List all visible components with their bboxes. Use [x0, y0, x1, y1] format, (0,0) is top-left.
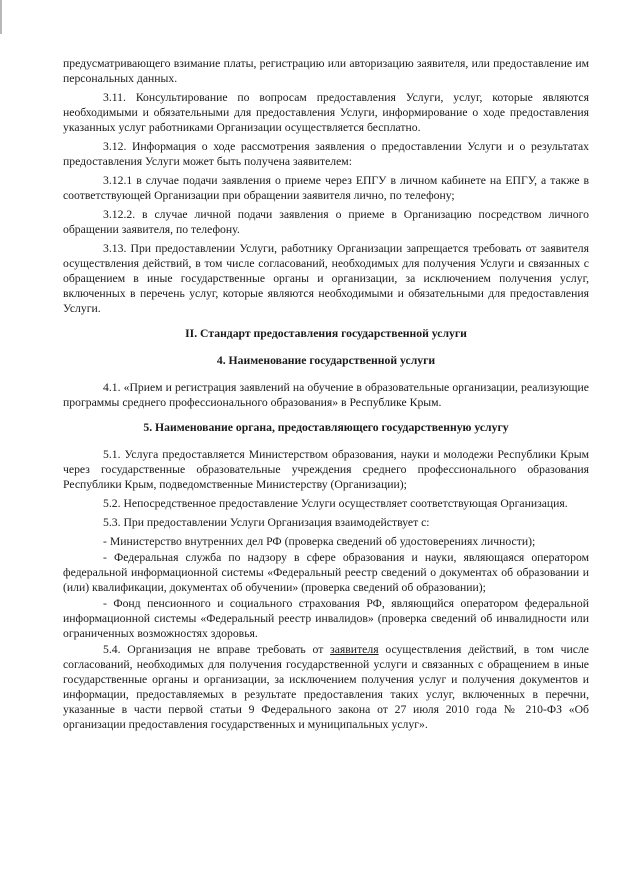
paragraph-3-12-2: 3.12.2. в случае личной подачи заявления о приеме в Организацию посредством личного обращении заявителя, по телефону. [63, 208, 589, 236]
page-edge-mark [0, 0, 2, 34]
paragraph-5-3: 5.3. При предоставлении Услуги Организация взаимодействует с: [103, 516, 430, 529]
paragraph-3-11: 3.11. Консультирование по вопросам предоставления Услуги, услуг, которые являются необходимыми и обязательными для предоставления Услуги, информирование о ходе предоставления указанных услуг работниками Организации осуществляется бесплатно. [63, 91, 589, 134]
list-item-rosobrnadzor: - Федеральная служба по надзору в сфере образования и науки, являющаяся оператором федеральной информационной системы «Федеральный реестр сведений о документах об образовании и (или) квалификации, документах об обучении» (проверка сведений об образовании); [63, 551, 589, 594]
paragraph-5-4-start: 5.4. Организация не вправе требовать от [103, 643, 331, 656]
paragraph-5-2: 5.2. Непосредственное предоставление Услуги осуществляет соответствующая Организация. [103, 497, 568, 510]
paragraph-4-1: 4.1. «Прием и регистрация заявлений на обучение в образовательные организации, реализующие программы среднего профессионального образования» в Республике Крым. [63, 381, 589, 409]
paragraph-continuation: предусматривающего взимание платы, регистрацию или авторизацию заявителя, или предоставление им персональных данных. [63, 57, 589, 85]
paragraph-5-4-end: осуществления действий, в том числе согласований, необходимых для получения государственной услуги и связанных с обращением в иные государственные органы и организации, за исключением получения услуг и получения документов и информации, предоставляемых в результате предоставления таких услуг, включенных в перечни, указанные в части первой статьи 9 Федерального закона от 27 июля 2010 года № 210-ФЗ «Об организации предоставления государственных и муниципальных услуг». [63, 643, 589, 731]
paragraph-3-12-1: 3.12.1 в случае подачи заявления о приеме через ЕПГУ в личном кабинете на ЕПГУ, а также в соответствующей Организации при обращении заявителя лично, по телефону; [63, 174, 589, 202]
underlined-word: заявителя [330, 643, 379, 656]
paragraph-3-13: 3.13. При предоставлении Услуги, работнику Организации запрещается требовать от заявителя осуществления действий, в том числе согласований, необходимых для получения Услуги и связанных с обращением в иные государственные органы и организации, за исключением получения услуг, включенных в перечень услуг, которые являются необходимыми и обязательными для предоставления Услуги. [63, 242, 589, 315]
list-item-mvd: - Министерство внутренних дел РФ (проверка сведений об удостоверениях личности); [103, 535, 536, 548]
list-item-sfr: - Фонд пенсионного и социального страхования РФ, являющийся оператором федеральной информационной системы «Федеральный реестр инвалидов» (проверка сведений об инвалидности или ограниченных возможностях здоровья. [63, 597, 589, 640]
document-body [63, 56, 589, 736]
section-heading-ii: II. Стандарт предоставления государственной услуги [185, 327, 467, 340]
paragraph-3-12: 3.12. Информация о ходе рассмотрения заявления о предоставлении Услуги и о результатах предоставления Услуги может быть получена заявителем: [63, 140, 589, 168]
section-heading-4: 4. Наименование государственной услуги [216, 354, 436, 367]
paragraph-5-1: 5.1. Услуга предоставляется Министерством образования, науки и молодежи Республики Крым через государственные образовательные учреждения среднего профессионального образования Республики Крым, подведомственные Министерству (Организации); [63, 448, 589, 491]
paragraph-5-4 [63, 642, 589, 732]
section-heading-5: 5. Наименование органа, предоставляющего государственную услугу [143, 421, 509, 434]
